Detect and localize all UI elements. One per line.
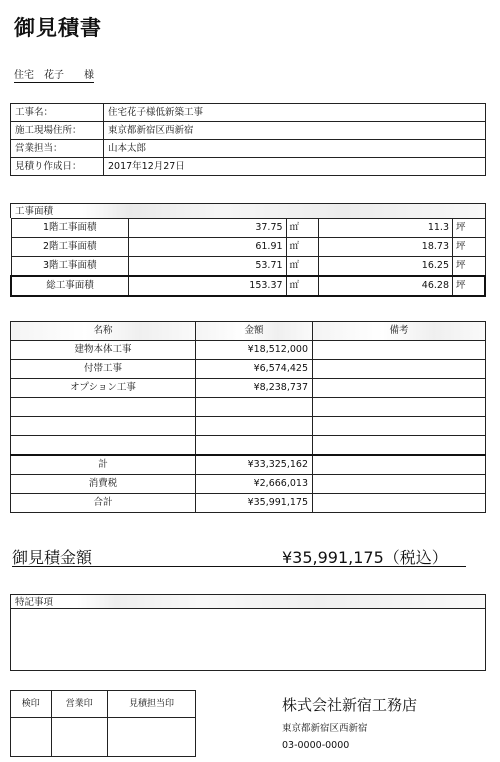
stamp-label-row [11, 691, 196, 718]
area-row [11, 257, 485, 277]
summary-name: 合計 [11, 494, 196, 513]
header-amount: 金額 [196, 322, 313, 341]
header-remarks: 備考 [313, 322, 486, 341]
tax-row [11, 475, 486, 494]
cost-row [11, 379, 486, 398]
tsubo-unit: 坪 [453, 276, 486, 296]
stamp-box [51, 718, 107, 757]
total-underline [12, 566, 466, 567]
company-address: 東京都新宿区西新宿 [282, 723, 368, 734]
info-label: 施工現場住所： [11, 122, 104, 140]
notes-heading: 特記事項 [10, 594, 486, 609]
summary-name: 消費税 [11, 475, 196, 494]
area-tsubo: 11.3 [318, 219, 452, 238]
company-phone: 03-0000-0000 [282, 740, 350, 751]
item-remarks [313, 341, 486, 360]
sqm-unit: ㎡ [286, 219, 318, 238]
stamp-label: 見積担当印 [107, 691, 195, 718]
item-remarks [313, 417, 486, 436]
info-value: 山本太郎 [104, 140, 486, 158]
info-row [11, 122, 486, 140]
client-name: 住宅 花子 様 [14, 66, 94, 83]
info-row [11, 140, 486, 158]
info-label: 見積り作成日： [11, 158, 104, 176]
item-amount [196, 398, 313, 417]
item-amount: ¥6,574,425 [196, 360, 313, 379]
item-amount [196, 436, 313, 456]
info-label: 工事名： [11, 104, 104, 122]
summary-amount: ¥2,666,013 [196, 475, 313, 494]
tsubo-unit: 坪 [453, 257, 486, 277]
item-remarks [313, 398, 486, 417]
summary-name: 計 [11, 455, 196, 475]
area-tsubo: 46.28 [318, 276, 452, 296]
item-amount: ¥8,238,737 [196, 379, 313, 398]
summary-amount: ¥33,325,162 [196, 455, 313, 475]
item-remarks [313, 360, 486, 379]
item-name: 付帯工事 [11, 360, 196, 379]
area-total-row [11, 276, 485, 296]
sqm-unit: ㎡ [286, 276, 318, 296]
area-sqm: 37.75 [129, 219, 287, 238]
item-remarks [313, 379, 486, 398]
sqm-unit: ㎡ [286, 238, 318, 257]
area-heading: 工事面積 [10, 203, 486, 218]
item-amount [196, 417, 313, 436]
total-amount-label: 御見積金額 [12, 548, 93, 567]
area-row [11, 219, 485, 238]
summary-remarks [313, 475, 486, 494]
item-name: 建物本体工事 [11, 341, 196, 360]
area-name: 3階工事面積 [11, 257, 129, 277]
cost-row [11, 341, 486, 360]
area-name: 1階工事面積 [11, 219, 129, 238]
item-amount: ¥18,512,000 [196, 341, 313, 360]
info-value: 住宅花子様低新築工事 [104, 104, 486, 122]
header-name: 名称 [11, 322, 196, 341]
area-name: 2階工事面積 [11, 238, 129, 257]
info-label: 営業担当： [11, 140, 104, 158]
info-value: 東京都新宿区西新宿 [104, 122, 486, 140]
grand-total-row [11, 494, 486, 513]
tsubo-unit: 坪 [453, 238, 486, 257]
tsubo-unit: 坪 [453, 219, 486, 238]
cost-row [11, 436, 486, 456]
stamp-box [107, 718, 195, 757]
info-value: 2017年12月27日 [104, 158, 486, 176]
area-name: 総工事面積 [11, 276, 129, 296]
item-name [11, 436, 196, 456]
subtotal-row [11, 455, 486, 475]
cost-table [10, 321, 486, 513]
stamp-label: 営業印 [51, 691, 107, 718]
item-name [11, 398, 196, 417]
stamp-box [11, 718, 52, 757]
document-title: 御見積書 [14, 16, 102, 40]
stamp-table [10, 690, 196, 757]
summary-remarks [313, 494, 486, 513]
cost-row [11, 360, 486, 379]
stamp-label: 検印 [11, 691, 52, 718]
floor-area-table [10, 218, 486, 297]
summary-remarks [313, 455, 486, 475]
cost-header-row [11, 322, 486, 341]
item-name [11, 417, 196, 436]
total-amount-value: ¥35,991,175（税込） [282, 548, 448, 567]
item-name: オプション工事 [11, 379, 196, 398]
area-sqm: 153.37 [129, 276, 287, 296]
area-tsubo: 18.73 [318, 238, 452, 257]
area-sqm: 61.91 [129, 238, 287, 257]
sqm-unit: ㎡ [286, 257, 318, 277]
area-tsubo: 16.25 [318, 257, 452, 277]
company-name: 株式会社新宿工務店 [282, 696, 418, 714]
summary-amount: ¥35,991,175 [196, 494, 313, 513]
info-row [11, 104, 486, 122]
info-row [11, 158, 486, 176]
cost-row [11, 398, 486, 417]
item-remarks [313, 436, 486, 456]
cost-row [11, 417, 486, 436]
project-info-table [10, 103, 486, 176]
area-sqm: 53.71 [129, 257, 287, 277]
area-row [11, 238, 485, 257]
notes-box [10, 609, 486, 671]
stamp-box-row [11, 718, 196, 757]
